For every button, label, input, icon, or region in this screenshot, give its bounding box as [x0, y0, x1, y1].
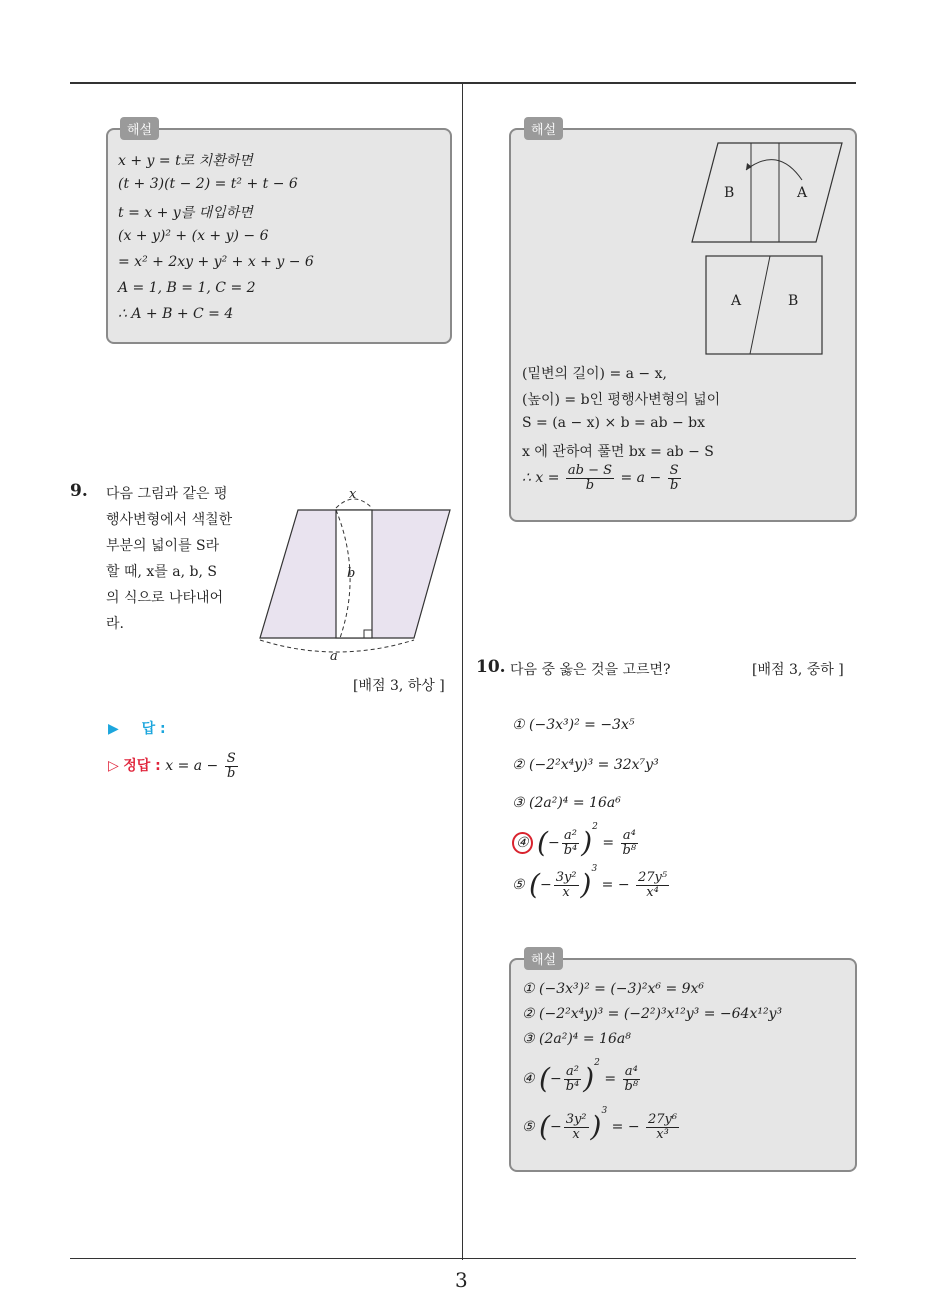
bottom-rule — [70, 1258, 856, 1259]
figure-label-top-left: B — [724, 185, 735, 201]
top-rule — [70, 82, 856, 84]
page-number: 3 — [455, 1268, 468, 1292]
selected-option-marker: ④ — [512, 832, 533, 854]
solution-line: x 에 관하여 풀면 bx = ab − S — [522, 444, 714, 460]
correct-answer-fraction: $\frac{S}{b}$ — [226, 751, 236, 781]
question-text: 다음 중 옳은 것을 고르면? — [510, 662, 671, 678]
solution-conclusion: ∴ x = $\frac{ab - S}{b}$ = a − $\frac{S}{b}$ — [522, 463, 679, 493]
solution-line: ⑤ (− $\frac{\text{3y²}}{x}$ )$^3$ = − $\frac{\text{27y⁶}}{\text{x³}}$ — [522, 1106, 678, 1143]
solution-line: S = (a − x) × b = ab − bx — [522, 415, 706, 431]
figure-label-top-right: A — [797, 185, 808, 201]
cut-parallelogram-figure — [690, 140, 850, 360]
solution-line: A = 1, B = 1, C = 2 — [118, 280, 256, 296]
solution-line: (t + 3)(t − 2) = t² + t − 6 — [118, 176, 298, 192]
column-divider — [462, 84, 463, 1260]
solution-line: ① (−3x³)² = (−3)²x⁶ = 9x⁶ — [522, 981, 705, 997]
option-1[interactable]: ① (−3x³)² = −3x⁵ — [512, 717, 635, 733]
question-text-line: 다음 그림과 같은 평 — [106, 486, 228, 502]
solution-line: x + y = t로 치환하면 — [118, 153, 253, 169]
solution-line: ③ (2a²)⁴ = 16a⁸ — [522, 1031, 631, 1047]
question-text-line: 의 식으로 나타내어 — [106, 590, 224, 606]
solution-line: t = x + y를 대입하면 — [118, 205, 253, 221]
solution-line: = x² + 2xy + y² + x + y − 6 — [118, 254, 314, 270]
figure-label-x: x — [349, 487, 357, 502]
correct-answer-row — [108, 752, 240, 780]
solution-line: ∴ A + B + C = 4 — [118, 306, 234, 322]
question-text-line: 라. — [106, 616, 124, 632]
solution-tag: 해설 — [524, 947, 563, 970]
correct-label: 정답 : — [123, 758, 161, 775]
option-4[interactable]: ④ (− $\frac{\text{a²}}{\text{b⁴}}$ )$^2$ = $\frac{\text{a⁴}}{\text{b⁸}}$ — [512, 822, 640, 857]
solution-line: ② (−2²x⁴y)³ = (−2²)³x¹²y³ = −64x¹²y³ — [522, 1006, 783, 1022]
solution-line: (높이) = b인 평행사변형의 넓이 — [522, 392, 721, 408]
question-number: 10. — [476, 657, 506, 677]
solution-tag: 해설 — [524, 117, 563, 140]
figure-label-b: b — [347, 566, 356, 581]
figure-label-a: a — [330, 649, 338, 664]
figure-label-bottom-left: A — [731, 293, 742, 309]
figure-label-bottom-right: B — [788, 293, 799, 309]
question-text-line: 행사변형에서 색칠한 — [106, 512, 233, 528]
solution-line: ④ (− $\frac{\text{a²}}{\text{b⁴}}$ )$^2$ = $\frac{\text{a⁴}}{\text{b⁸}}$ — [522, 1058, 639, 1095]
question-text-line: 할 때, x를 a, b, S — [106, 564, 217, 580]
answer-row — [108, 718, 166, 738]
solution-line: (밑변의 길이) = a − x, — [522, 366, 667, 382]
solution-tag: 해설 — [120, 117, 159, 140]
option-5[interactable]: ⑤ (− $\frac{\text{3y²}}{x}$ )$^3$ = − $\frac{\text{27y⁵}}{\text{x⁴}}$ — [512, 864, 668, 901]
solution-line: (x + y)² + (x + y) − 6 — [118, 228, 269, 244]
question-number: 9. — [70, 481, 88, 501]
outline-play-icon: ▷ — [108, 758, 119, 775]
question-points: [배점 3, 하상 ] — [353, 678, 445, 694]
question-text-line: 부분의 넓이를 S라 — [106, 538, 220, 554]
correct-answer-lhs: x = a − — [165, 758, 219, 775]
option-3[interactable]: ③ (2a²)⁴ = 16a⁶ — [512, 795, 621, 811]
question-points: [배점 3, 중하 ] — [752, 662, 844, 678]
answer-label: 답 : — [141, 721, 166, 737]
option-2[interactable]: ② (−2²x⁴y)³ = 32x⁷y³ — [512, 757, 659, 773]
play-icon: ▶ — [108, 721, 119, 737]
